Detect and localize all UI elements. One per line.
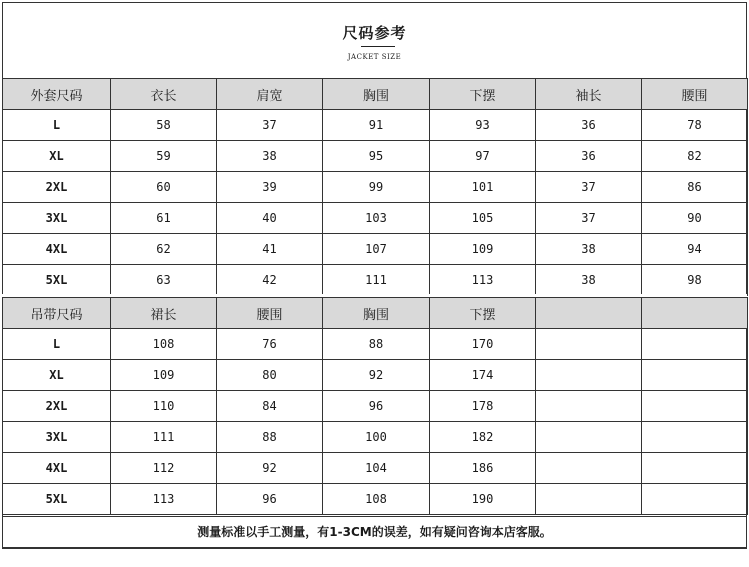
measurement-cell (536, 422, 642, 453)
measurement-cell: 88 (217, 422, 323, 453)
table-row (3, 265, 748, 296)
size-cell: 5XL (3, 265, 111, 296)
size-cell: 3XL (3, 422, 111, 453)
table-row (3, 453, 748, 484)
measurement-cell: 178 (430, 391, 536, 422)
strap-table-body (3, 298, 748, 515)
size-cell: XL (3, 360, 111, 391)
measurement-cell: 42 (217, 265, 323, 296)
size-cell: 4XL (3, 234, 111, 265)
table-row (3, 172, 748, 203)
measurement-cell: 105 (430, 203, 536, 234)
measurement-cell: 108 (111, 329, 217, 360)
measurement-cell: 90 (642, 203, 748, 234)
measurement-cell: 37 (536, 172, 642, 203)
measurement-cell: 113 (430, 265, 536, 296)
measurement-cell (642, 329, 748, 360)
measurement-cell: 99 (323, 172, 430, 203)
page-title: 尺码参考 (342, 24, 407, 42)
measurement-cell: 40 (217, 203, 323, 234)
measurement-note: 测量标准以手工测量，有1-3CM的误差，如有疑问咨询本店客服。 (2, 516, 747, 548)
size-cell: XL (3, 141, 111, 172)
measurement-cell: 100 (323, 422, 430, 453)
measurement-cell: 190 (430, 484, 536, 515)
page-subtitle: JACKET SIZE (347, 53, 402, 61)
column-header: 吊带尺码 (3, 298, 111, 329)
measurement-cell: 36 (536, 141, 642, 172)
measurement-cell (642, 391, 748, 422)
measurement-cell: 82 (642, 141, 748, 172)
jacket-size-table (2, 78, 748, 296)
measurement-cell: 112 (111, 453, 217, 484)
measurement-cell: 86 (642, 172, 748, 203)
measurement-cell: 39 (217, 172, 323, 203)
measurement-cell: 107 (323, 234, 430, 265)
measurement-cell: 80 (217, 360, 323, 391)
measurement-cell: 78 (642, 110, 748, 141)
column-header: 肩宽 (217, 79, 323, 110)
measurement-cell (642, 422, 748, 453)
table-row (3, 141, 748, 172)
measurement-cell: 37 (217, 110, 323, 141)
table-header-row (3, 298, 748, 329)
column-header: 胸围 (323, 79, 430, 110)
measurement-cell: 95 (323, 141, 430, 172)
measurement-cell: 38 (217, 141, 323, 172)
measurement-cell (642, 453, 748, 484)
measurement-cell: 84 (217, 391, 323, 422)
jacket-table-body (3, 79, 748, 296)
measurement-cell: 61 (111, 203, 217, 234)
measurement-cell: 111 (111, 422, 217, 453)
measurement-cell: 37 (536, 203, 642, 234)
column-header: 外套尺码 (3, 79, 111, 110)
measurement-cell: 41 (217, 234, 323, 265)
size-cell: L (3, 110, 111, 141)
measurement-cell: 62 (111, 234, 217, 265)
table-row (3, 203, 748, 234)
measurement-cell: 110 (111, 391, 217, 422)
column-header (642, 298, 748, 329)
measurement-cell (536, 391, 642, 422)
title-divider (361, 46, 395, 47)
measurement-cell: 96 (217, 484, 323, 515)
column-header: 胸围 (323, 298, 430, 329)
measurement-cell: 88 (323, 329, 430, 360)
measurement-cell: 170 (430, 329, 536, 360)
measurement-cell (536, 329, 642, 360)
column-header (536, 298, 642, 329)
measurement-cell (642, 360, 748, 391)
measurement-cell: 96 (323, 391, 430, 422)
measurement-cell: 60 (111, 172, 217, 203)
table-row (3, 484, 748, 515)
measurement-cell: 113 (111, 484, 217, 515)
measurement-cell: 58 (111, 110, 217, 141)
column-header: 腰围 (642, 79, 748, 110)
column-header: 裙长 (111, 298, 217, 329)
measurement-cell (536, 484, 642, 515)
measurement-cell: 174 (430, 360, 536, 391)
measurement-cell (536, 360, 642, 391)
size-cell: 4XL (3, 453, 111, 484)
measurement-cell: 36 (536, 110, 642, 141)
measurement-cell: 101 (430, 172, 536, 203)
measurement-cell: 38 (536, 265, 642, 296)
table-header-row (3, 79, 748, 110)
size-cell: 2XL (3, 172, 111, 203)
header (2, 2, 747, 78)
measurement-cell: 98 (642, 265, 748, 296)
column-header: 衣长 (111, 79, 217, 110)
measurement-cell: 94 (642, 234, 748, 265)
size-cell: 2XL (3, 391, 111, 422)
measurement-cell: 38 (536, 234, 642, 265)
size-cell: 3XL (3, 203, 111, 234)
measurement-cell: 93 (430, 110, 536, 141)
measurement-cell: 109 (430, 234, 536, 265)
column-header: 袖长 (536, 79, 642, 110)
table-row (3, 360, 748, 391)
measurement-cell: 109 (111, 360, 217, 391)
column-header: 下摆 (430, 79, 536, 110)
measurement-cell: 63 (111, 265, 217, 296)
table-row (3, 329, 748, 360)
measurement-cell: 182 (430, 422, 536, 453)
measurement-cell: 108 (323, 484, 430, 515)
strap-dress-size-table (2, 297, 748, 515)
size-cell: L (3, 329, 111, 360)
measurement-cell (536, 453, 642, 484)
measurement-cell (642, 484, 748, 515)
table-row (3, 391, 748, 422)
measurement-cell: 92 (217, 453, 323, 484)
column-header: 下摆 (430, 298, 536, 329)
column-header: 腰围 (217, 298, 323, 329)
measurement-cell: 91 (323, 110, 430, 141)
table-row (3, 422, 748, 453)
measurement-cell: 97 (430, 141, 536, 172)
size-cell: 5XL (3, 484, 111, 515)
measurement-cell: 76 (217, 329, 323, 360)
measurement-cell: 104 (323, 453, 430, 484)
measurement-cell: 111 (323, 265, 430, 296)
measurement-cell: 92 (323, 360, 430, 391)
table-row (3, 234, 748, 265)
measurement-cell: 103 (323, 203, 430, 234)
table-row (3, 110, 748, 141)
measurement-cell: 59 (111, 141, 217, 172)
measurement-cell: 186 (430, 453, 536, 484)
